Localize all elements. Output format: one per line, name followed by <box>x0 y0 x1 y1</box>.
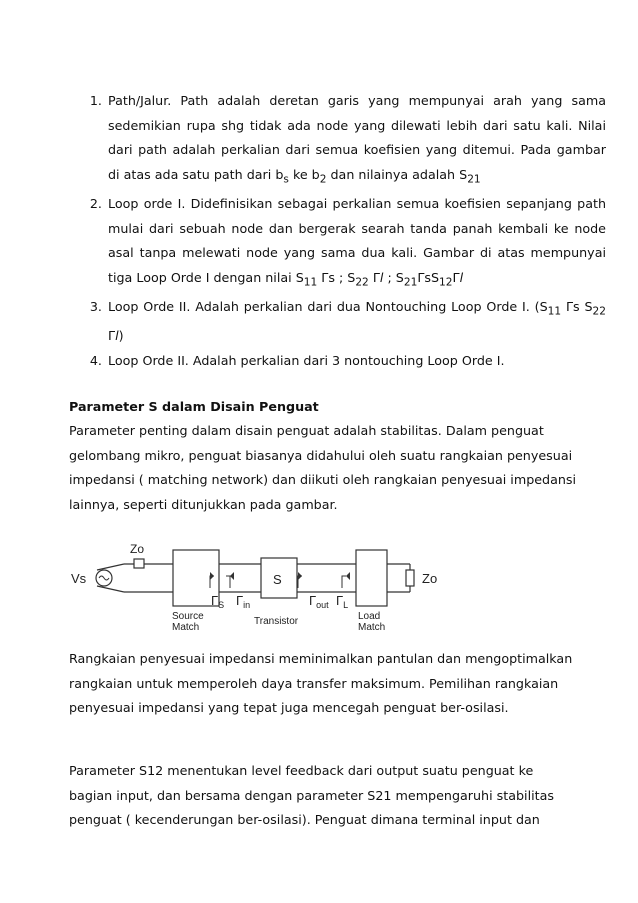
load-resistor-icon <box>406 570 414 586</box>
zo-top-label: Zo <box>130 542 145 556</box>
load-match-block <box>356 550 387 606</box>
paragraph: Parameter penting dalam disain penguat adalah stabilitas. Dalam penguat gelombang mikro, penguat biasanya didahului oleh suatu rangkaian penyesuai impedansi ( matching network) dan diikuti oleh rangkaian penyesuai impedansi lainnya, seperti ditunjukkan pada gambar. <box>69 423 577 512</box>
s-block-label: S <box>273 572 282 587</box>
zo-right-label: Zo <box>422 571 438 586</box>
resistor-icon <box>134 559 144 568</box>
load-match-label-2: Match <box>358 622 386 633</box>
list-item: 1. Path/Jalur. Path adalah deretan garis yang mempunyai arah yang sama sedemikian rupa shg tidak ada node yang dilewati lebih dari satu kali. Nilai dari path adalah perkalian dari semua koefisien yang ditemui. Pada gambar di atas ada satu path dari $b_s$ ke $b_2$ dan nilainya adalah $S_{21}$ <box>106 89 606 192</box>
section-title: Parameter S dalam Disain Penguat <box>69 399 319 414</box>
paragraph: Parameter S12 menentukan level feedback dari output suatu penguat ke bagian input, dan bersama dengan parameter S21 mempengaruhi stabilitas penguat ( kecenderungan ber-osilasi). Penguat dimana terminal input dan <box>69 763 554 828</box>
source-match-label-2: Match <box>172 622 200 633</box>
list-item: 4. Loop Orde II. Adalah perkalian dari 3 nontouching Loop Orde I. <box>106 349 606 374</box>
load-match-label-1: Load <box>358 611 381 622</box>
list-item: 2. Loop orde I. Didefinisikan sebagai perkalian semua koefisien sepanjang path mulai dari sebuah node dan bergerak searah tanda panah kembali ke node asal tanpa melewati node yang sama dua kali. Gambar di atas mempunyai tiga Loop Orde I dengan nilai $S_{11}$ Γs ; $S_{22}$ Γl ; $S_{21}\Gamma sS_{12}\Gamma l$ <box>106 192 606 295</box>
paragraph: Rangkaian penyesuai impedansi meminimalkan pantulan dan mengoptimalkan rangkaian untuk memperoleh daya transfer maksimum. Pemilihan rangkaian penyesuai impedansi yang tepat juga mencegah penguat ber-osilasi. <box>69 651 573 716</box>
amplifier-block-diagram <box>66 520 556 635</box>
list-item: 3. Loop Orde II. Adalah perkalian dari dua Nontouching Loop Orde I. ($S_{11}$ Γs $S_{22}$ Γl) <box>106 295 606 349</box>
gamma-out-label: $\Gamma_{out}$ <box>309 593 329 610</box>
definition-list <box>84 89 606 373</box>
source-match-label-1: Source <box>172 611 204 622</box>
gamma-l-label: $\Gamma_L$ <box>336 593 349 610</box>
gamma-s-label: $\Gamma_S$ <box>211 593 225 610</box>
transistor-label: Transistor <box>254 616 299 627</box>
vs-label: Vs <box>71 571 87 586</box>
gamma-in-label: $\Gamma_{in}$ <box>236 593 251 610</box>
